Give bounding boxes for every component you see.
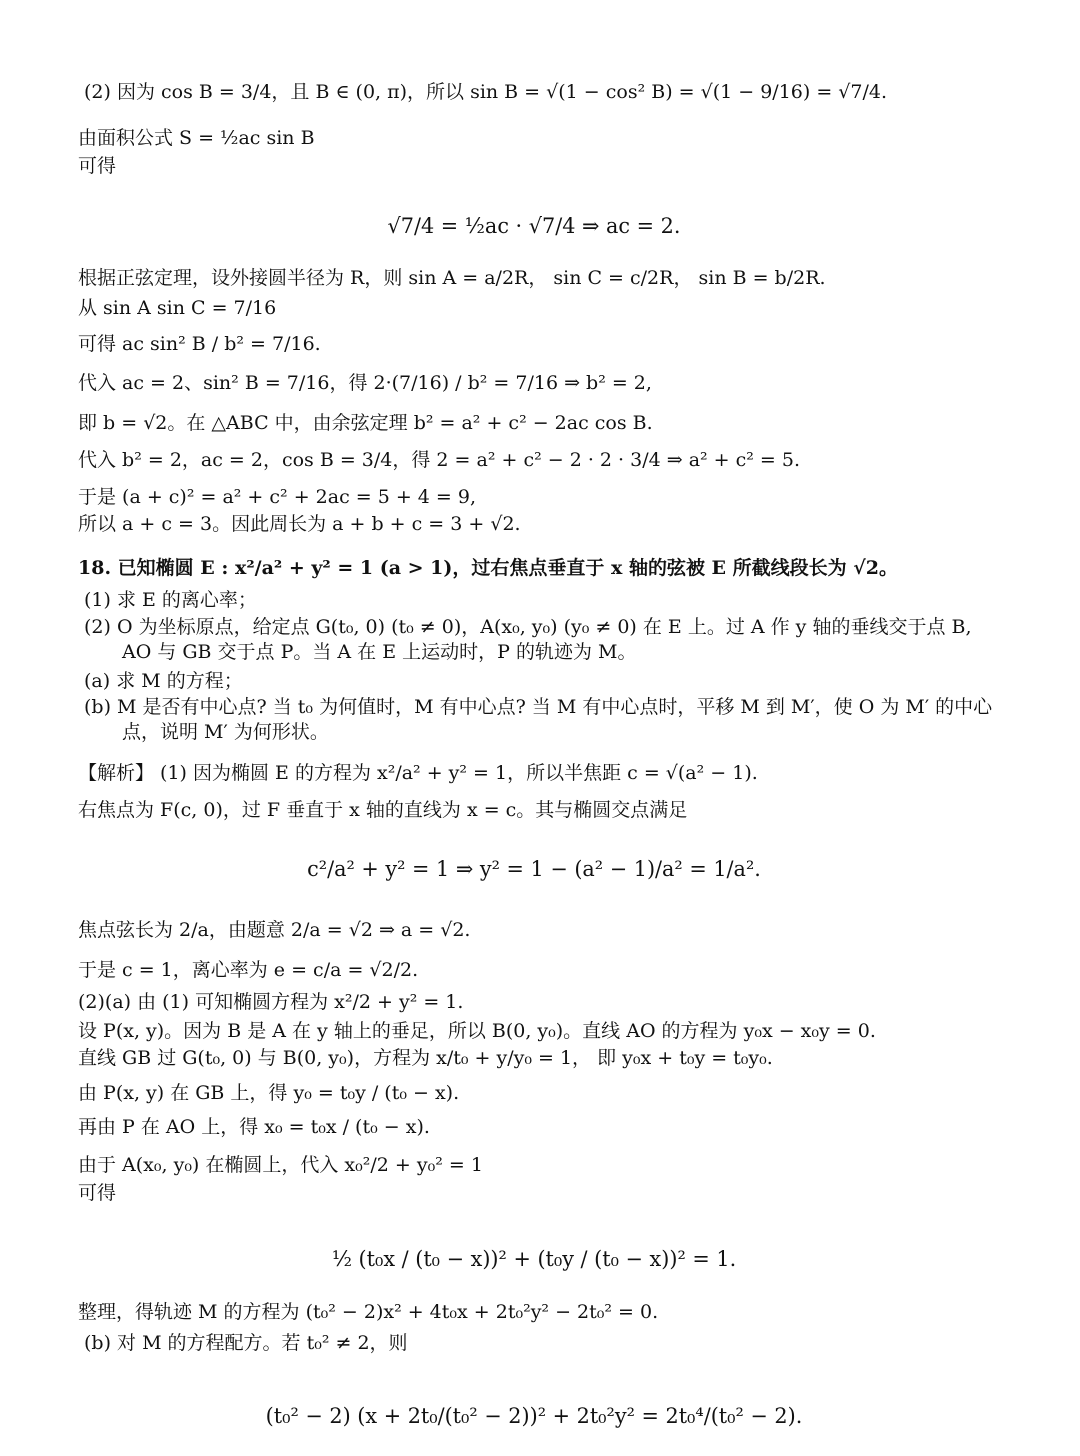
text-line: (2) O 为坐标原点，给定点 G(t₀, 0) (t₀ ≠ 0)，A(x₀, y₀) (y₀ ≠ 0) 在 E 上。过 A 作 y 轴的垂线交于点 B, [84,616,972,638]
text-line: 由 P(x, y) 在 GB 上，得 y₀ = t₀y / (t₀ − x). [78,1082,460,1104]
text-line: AO 与 GB 交于点 P。当 A 在 E 上运动时，P 的轨迹为 M。 [122,641,637,663]
text-line: 焦点弦长为 2/a，由题意 2/a = √2 ⇒ a = √2. [78,919,471,941]
text-line: 直线 GB 过 G(t₀, 0) 与 B(0, y₀)，方程为 x/t₀ + y/y₀ = 1， 即 y₀x + t₀y = t₀y₀. [78,1047,773,1069]
display-equation: √7/4 = ½ac · √7/4 ⇒ ac = 2. [387,214,681,238]
text-line: 可得 [78,1182,117,1204]
text-line: 整理，得轨迹 M 的方程为 (t₀² − 2)x² + 4t₀x + 2t₀²y² − 2t₀² = 0. [78,1301,659,1323]
text-line: 右焦点为 F(c, 0)，过 F 垂直于 x 轴的直线为 x = c。其与椭圆交点满足 [78,799,688,821]
text-line: 从 sin A sin C = 7/16 [78,297,277,319]
text-line: 代入 ac = 2、sin² B = 7/16，得 2·(7/16) / b² = 7/16 ⇒ b² = 2, [78,372,652,394]
text-line: 点，说明 M′ 为何形状。 [122,721,329,743]
problem-heading: 18. 已知椭圆 E : x²/a² + y² = 1 (a > 1)，过右焦点垂直于 x 轴的弦被 E 所截线段长为 √2。 [78,557,898,579]
text-line: 再由 P 在 AO 上，得 x₀ = t₀x / (t₀ − x). [78,1116,430,1138]
text-line: 由于 A(x₀, y₀) 在椭圆上，代入 x₀²/2 + y₀² = 1 [78,1154,483,1176]
text-line: (a) 求 M 的方程； [84,670,243,692]
text-line: 可得 ac sin² B / b² = 7/16. [78,333,321,355]
display-equation: ½ (t₀x / (t₀ − x))² + (t₀y / (t₀ − x))² = 1. [331,1247,737,1271]
text-line: 于是 c = 1，离心率为 e = c/a = √2/2. [78,959,419,981]
text-line: 代入 b² = 2，ac = 2，cos B = 3/4，得 2 = a² + c² − 2 · 2 · 3/4 ⇒ a² + c² = 5. [78,449,801,471]
text-line: 即 b = √2。在 △ABC 中，由余弦定理 b² = a² + c² − 2ac cos B. [78,412,653,434]
text-line: (2) 因为 cos B = 3/4，且 B ∈ (0, π)，所以 sin B = √(1 − cos² B) = √(1 − 9/16) = √7/4. [84,81,888,103]
text-line: (b) M 是否有中心点? 当 t₀ 为何值时，M 有中心点? 当 M 有中心点时，平移 M 到 M′，使 O 为 M′ 的中心 [84,696,993,718]
text-line: (2)(a) 由 (1) 可知椭圆方程为 x²/2 + y² = 1. [78,991,464,1013]
text-line: (b) 对 M 的方程配方。若 t₀² ≠ 2，则 [84,1332,408,1354]
solution-heading: 【解析】 (1) 因为椭圆 E 的方程为 x²/a² + y² = 1，所以半焦距 c = √(a² − 1). [78,762,758,784]
text-line: 设 P(x, y)。因为 B 是 A 在 y 轴上的垂足，所以 B(0, y₀)。直线 AO 的方程为 y₀x − x₀y = 0. [78,1020,876,1042]
display-equation: (t₀² − 2) (x + 2t₀/(t₀² − 2))² + 2t₀²y² = 2t₀⁴/(t₀² − 2). [265,1404,803,1428]
text-line: 根据正弦定理，设外接圆半径为 R，则 sin A = a/2R， sin C = c/2R， sin B = b/2R. [78,267,826,289]
text-line: 于是 (a + c)² = a² + c² + 2ac = 5 + 4 = 9, [78,486,477,508]
text-line: 可得 [78,155,117,177]
display-equation: c²/a² + y² = 1 ⇒ y² = 1 − (a² − 1)/a² = 1/a². [307,857,761,881]
text-line: 所以 a + c = 3。因此周长为 a + b + c = 3 + √2. [78,513,521,535]
text-line: 由面积公式 S = ½ac sin B [78,127,315,149]
text-line: (1) 求 E 的离心率； [84,589,257,611]
